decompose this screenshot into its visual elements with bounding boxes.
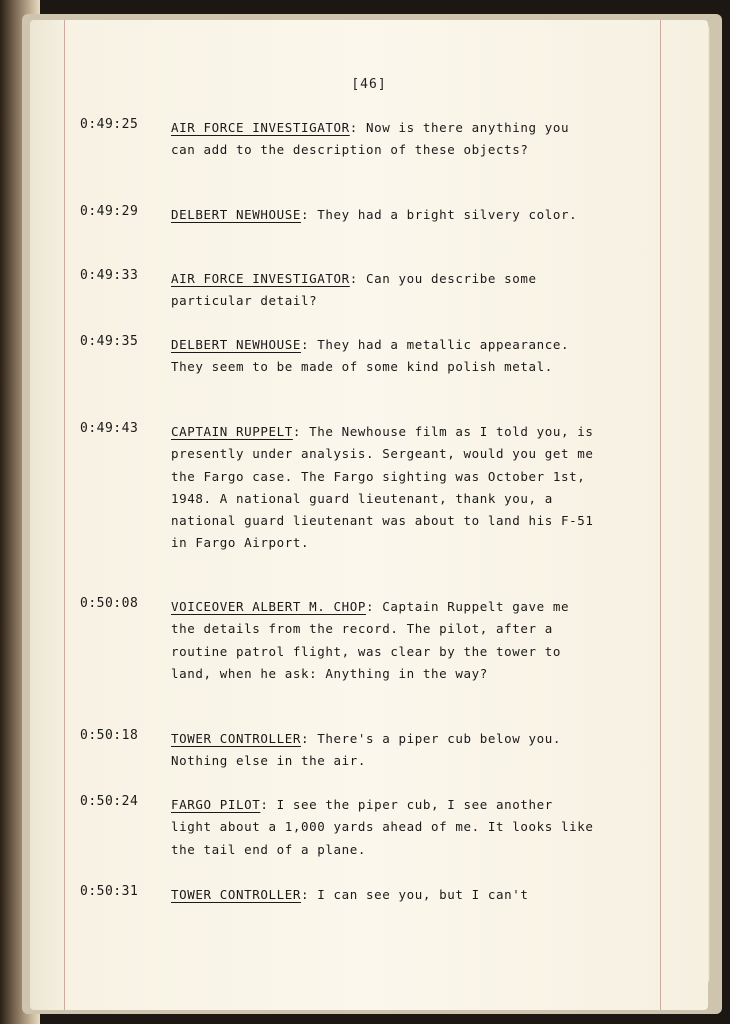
dialogue-text: : I can see you, but I can't	[301, 887, 529, 902]
speaker-name: CAPTAIN RUPPELT	[171, 424, 293, 439]
dialogue-text: : Now is there anything you can add to the description of these objects?	[171, 120, 570, 158]
entry-body	[171, 268, 601, 313]
timestamp: 0:49:25	[80, 117, 139, 132]
entry-body	[171, 794, 601, 861]
page-number: [46]	[351, 77, 387, 92]
transcript-page	[30, 20, 708, 1010]
entry-body	[171, 728, 601, 773]
dialogue-text: : Can you describe some particular detail?	[171, 271, 537, 309]
speaker-name: TOWER CONTROLLER	[171, 887, 302, 902]
entry-body	[171, 596, 601, 685]
timestamp: 0:49:43	[80, 421, 139, 436]
speaker-name: AIR FORCE INVESTIGATOR	[171, 271, 350, 286]
dialogue-text: : There's a piper cub below you. Nothing else in the air.	[171, 731, 562, 769]
timestamp: 0:50:08	[80, 596, 139, 611]
dialogue-text: : I see the piper cub, I see another light about a 1,000 yards ahead of me. It looks like the tail end of a plane.	[171, 797, 594, 857]
entry-body	[171, 204, 601, 226]
speaker-name: TOWER CONTROLLER	[171, 731, 302, 746]
dialogue-text: : The Newhouse film as I told you, is presently under analysis. Sergeant, would you get me the Fargo case. The Fargo sighting was October 1st, 1948. A national guard lieutenant, thank you, a national guard lieutenant was about to land his F-51 in Fargo Airport.	[171, 424, 594, 551]
entry-body	[171, 884, 601, 906]
timestamp: 0:50:31	[80, 884, 139, 899]
entry-body	[171, 117, 601, 162]
speaker-name: AIR FORCE INVESTIGATOR	[171, 120, 350, 135]
speaker-name: VOICEOVER ALBERT M. CHOP	[171, 599, 367, 614]
speaker-name: FARGO PILOT	[171, 797, 261, 812]
timestamp: 0:49:29	[80, 204, 139, 219]
entry-body	[171, 421, 601, 555]
timestamp: 0:50:24	[80, 794, 139, 809]
entry-body	[171, 334, 601, 379]
dialogue-text: : They had a bright silvery color.	[301, 207, 578, 222]
speaker-name: DELBERT NEWHOUSE	[171, 207, 302, 222]
timestamp: 0:49:35	[80, 334, 139, 349]
dialogue-text: : They had a metallic appearance. They seem to be made of some kind polish metal.	[171, 337, 570, 375]
speaker-name: DELBERT NEWHOUSE	[171, 337, 302, 352]
dialogue-text: : Captain Ruppelt gave me the details from the record. The pilot, after a routine patrol flight, was clear by the tower to land, when he ask: Anything in the way?	[171, 599, 570, 681]
timestamp: 0:49:33	[80, 268, 139, 283]
timestamp: 0:50:18	[80, 728, 139, 743]
right-margin-rule	[660, 20, 661, 1010]
left-margin-rule	[64, 20, 65, 1010]
